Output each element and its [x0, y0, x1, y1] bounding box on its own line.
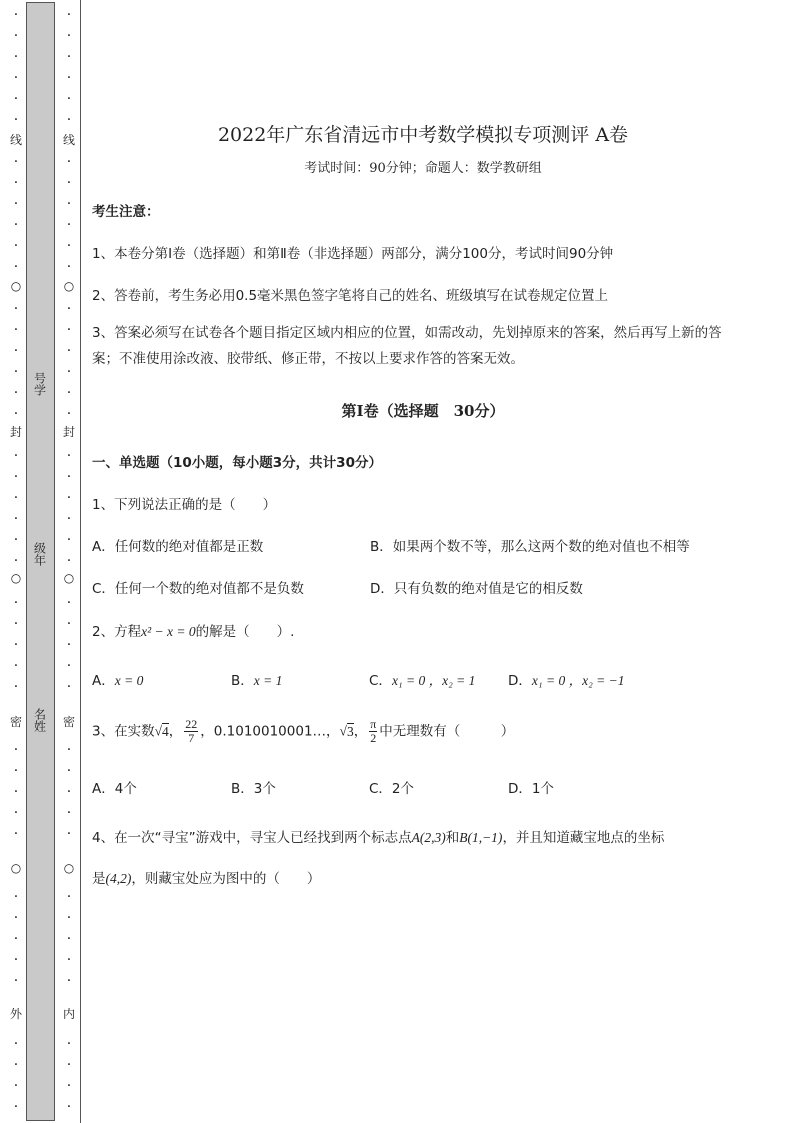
seal-mark: ○	[63, 861, 75, 875]
label-text: 名姓	[32, 708, 47, 732]
seal-dot: ·	[66, 364, 72, 380]
seal-dot: ·	[66, 511, 72, 527]
seal-dot: ·	[66, 973, 72, 989]
seal-dot: ·	[13, 406, 19, 422]
q2-option-c	[369, 669, 475, 689]
seal-dot: ·	[13, 532, 19, 548]
q1-option-b: B．如果两个数不等，那么这两个数的绝对值也不相等	[370, 539, 690, 555]
seal-dot: ·	[13, 679, 19, 695]
seal-dot: ·	[66, 553, 72, 569]
label-student-number	[26, 372, 53, 400]
seal-dot: ·	[66, 7, 72, 23]
point-b: B(1,−1)	[459, 830, 503, 845]
seal-dot: ·	[66, 490, 72, 506]
seal-mark: 内	[63, 1007, 76, 1021]
seal-dot: ·	[66, 679, 72, 695]
fraction-numerator: 22	[185, 717, 198, 731]
label-name	[26, 708, 53, 736]
seal-dot: ·	[13, 805, 19, 821]
seal-dot: ·	[66, 637, 72, 653]
seal-dot: ·	[13, 952, 19, 968]
q2-equation: x² − x = 0	[141, 624, 196, 639]
seal-dot: ·	[66, 616, 72, 632]
seal-dot: ·	[66, 469, 72, 485]
seal-mark: 封	[10, 425, 23, 439]
seal-dot: ·	[66, 952, 72, 968]
seal-dot: ·	[66, 343, 72, 359]
option-letter: B．	[231, 673, 254, 689]
q2-stem-post: 的解是（ ）.	[195, 624, 295, 640]
q4-text: 和	[445, 830, 460, 846]
seal-dot: ·	[13, 217, 19, 233]
seal-dot: ·	[66, 742, 72, 758]
seal-dot: ·	[66, 196, 72, 212]
seal-dot: ·	[13, 658, 19, 674]
seal-mark: 封	[63, 425, 76, 439]
seal-dot: ·	[66, 1057, 72, 1073]
q2-stem	[92, 620, 294, 640]
seal-dot: ·	[13, 112, 19, 128]
exam-subtitle: 考试时间：90分钟；命题人：数学教研组	[304, 161, 542, 176]
seal-dot: ·	[13, 973, 19, 989]
q3-option-c: C．2个	[369, 781, 415, 797]
seal-dot: ·	[13, 490, 19, 506]
point-a: A(2,3)	[411, 830, 446, 845]
seal-dot: ·	[13, 889, 19, 905]
seal-dot: ·	[13, 28, 19, 44]
seal-mark: 密	[63, 715, 76, 729]
q4-text: 是	[92, 871, 106, 887]
seal-dot: ·	[13, 595, 19, 611]
q4-line-2	[92, 867, 320, 887]
notice-item-1: 1、本卷分第I卷（选择题）和第Ⅱ卷（非选择题）两部分，满分100分，考试时间90分钟	[92, 246, 614, 262]
seal-mark: ○	[10, 861, 22, 875]
seal-strip-inner	[63, 0, 75, 1123]
label-text: 号学	[32, 372, 47, 396]
seal-dot: ·	[66, 1036, 72, 1052]
seal-dot: ·	[66, 931, 72, 947]
sqrt-4: √4	[154, 723, 169, 739]
option-letter: C．	[369, 673, 392, 689]
option-math: x₁ = 0 ，x₂ = 1	[391, 673, 476, 688]
seal-dot: ·	[66, 658, 72, 674]
sqrt-3: √3	[339, 723, 354, 739]
seal-dot: ·	[13, 154, 19, 170]
exam-title: 2022年广东省清远市中考数学模拟专项测评 A卷	[217, 124, 629, 146]
seal-strip-outer	[10, 0, 22, 1123]
seal-dot: ·	[13, 301, 19, 317]
seal-dot: ·	[66, 406, 72, 422]
q1-stem: 1、下列说法正确的是（ ）	[92, 497, 277, 513]
seal-dot: ·	[13, 364, 19, 380]
seal-dot: ·	[13, 7, 19, 23]
seal-dot: ·	[13, 448, 19, 464]
sqrt-radicand: 4	[162, 723, 169, 739]
seal-mark: ○	[63, 571, 75, 585]
seal-dot: ·	[13, 910, 19, 926]
seal-dot: ·	[66, 385, 72, 401]
seal-dot: ·	[13, 70, 19, 86]
q2-option-d	[508, 669, 624, 689]
seal-dot: ·	[13, 616, 19, 632]
seal-dot: ·	[13, 1078, 19, 1094]
seal-mark: ○	[10, 571, 22, 585]
q1-option-a: A．任何数的绝对值都是正数	[92, 539, 264, 555]
notice-heading: 考生注意：	[92, 204, 160, 220]
seal-dot: ·	[13, 91, 19, 107]
q3-option-a: A．4个	[92, 781, 137, 797]
seal-dot: ·	[13, 826, 19, 842]
seal-dot: ·	[66, 49, 72, 65]
seal-dot: ·	[66, 175, 72, 191]
fraction-numerator: π	[370, 717, 377, 731]
seal-dot: ·	[66, 1078, 72, 1094]
seal-dot: ·	[66, 784, 72, 800]
seal-mark: 密	[10, 715, 23, 729]
option-letter: D．	[508, 673, 532, 689]
seal-dot: ·	[13, 637, 19, 653]
seal-mark: 外	[10, 1007, 23, 1021]
seal-mark: ○	[10, 279, 22, 293]
label-text: 级年	[32, 542, 47, 566]
seal-dot: ·	[13, 343, 19, 359]
seal-dot: ·	[66, 763, 72, 779]
seal-dot: ·	[13, 175, 19, 191]
treasure-coordinate: (4,2)	[105, 871, 132, 886]
seal-dot: ·	[66, 259, 72, 275]
seal-dot: ·	[13, 511, 19, 527]
seal-dot: ·	[13, 931, 19, 947]
q2-stem-pre: 2、方程	[92, 624, 142, 640]
seal-dot: ·	[66, 154, 72, 170]
seal-dot: ·	[66, 448, 72, 464]
binding-line	[80, 0, 81, 1123]
seal-dot: ·	[13, 1057, 19, 1073]
sqrt-radicand: 3	[346, 723, 354, 739]
q3-option-d: D．1个	[508, 781, 554, 797]
q1-option-d: D．只有负数的绝对值是它的相反数	[370, 581, 583, 597]
seal-dot: ·	[66, 28, 72, 44]
q2-option-b	[231, 669, 282, 689]
option-math: x = 1	[253, 673, 283, 688]
q3-stem-mid: ，0.1010010001…，	[200, 723, 340, 740]
q4-text: ，则藏宝处应为图中的（ ）	[131, 871, 321, 887]
seal-mark: 线	[10, 133, 23, 147]
option-letter: A．	[92, 673, 115, 689]
seal-dot: ·	[66, 1099, 72, 1115]
part1-title: 第I卷（选择题 30分）	[341, 402, 505, 420]
seal-dot: ·	[66, 910, 72, 926]
label-grade	[26, 542, 53, 570]
q4-text: 4、在一次“寻宝”游戏中，寻宝人已经找到两个标志点	[92, 830, 412, 846]
option-math: x = 0	[114, 673, 144, 688]
seal-dot: ·	[13, 49, 19, 65]
seal-dot: ·	[13, 385, 19, 401]
seal-dot: ·	[66, 595, 72, 611]
section-heading: 一、单选题（10小题，每小题3分，共计30分）	[92, 455, 382, 471]
seal-dot: ·	[13, 469, 19, 485]
seal-mark: 线	[63, 133, 76, 147]
seal-dot: ·	[13, 196, 19, 212]
q4-text: ，并且知道藏宝地点的坐标	[502, 830, 665, 846]
fraction-pi-2	[369, 718, 377, 745]
seal-dot: ·	[66, 889, 72, 905]
seal-dot: ·	[13, 1036, 19, 1052]
seal-dot: ·	[13, 784, 19, 800]
notice-item-2: 2、答卷前，考生务必用0.5毫米黑色签字笔将自己的姓名、班级填写在试卷规定位置上	[92, 288, 609, 304]
seal-dot: ·	[13, 553, 19, 569]
q4-line-1	[92, 826, 664, 846]
seal-dot: ·	[66, 217, 72, 233]
q3-stem-post: 中无理数有（ ）	[379, 723, 515, 740]
q3-stem-pre: 3、在实数	[92, 723, 155, 740]
seal-dot: ·	[66, 91, 72, 107]
seal-dot: ·	[13, 259, 19, 275]
seal-dot: ·	[66, 112, 72, 128]
seal-dot: ·	[66, 532, 72, 548]
fraction-22-7	[184, 718, 198, 745]
seal-dot: ·	[66, 322, 72, 338]
seal-dot: ·	[66, 826, 72, 842]
seal-dot: ·	[13, 763, 19, 779]
q1-option-c: C．任何一个数的绝对值都不是负数	[92, 581, 304, 597]
q2-option-a	[92, 669, 143, 689]
seal-dot: ·	[13, 742, 19, 758]
notice-item-3: 3、答案必须写在试卷各个题目指定区域内相应的位置，如需改动，先划掉原来的答案，然后再写上新的答案；不准使用涂改液、胶带纸、修正带，不按以上要求作答的答案无效。	[92, 325, 722, 367]
fraction-denominator: 7	[188, 731, 195, 745]
seal-mark: ○	[63, 279, 75, 293]
seal-dot: ·	[66, 70, 72, 86]
seal-dot: ·	[13, 1099, 19, 1115]
fraction-denominator: 2	[370, 731, 377, 745]
seal-dot: ·	[13, 322, 19, 338]
option-math: x₁ = 0 ，x₂ = −1	[531, 673, 625, 688]
seal-dot: ·	[13, 238, 19, 254]
q3-option-b: B．3个	[231, 781, 276, 797]
seal-dot: ·	[66, 301, 72, 317]
seal-dot: ·	[66, 238, 72, 254]
q3-stem: 3、在实数√4， $\frac{22}{7}$ ，0.1010010001…，√3， $\frac{\pi}{2}$ 中无理数有（ ）	[92, 717, 515, 745]
seal-dot: ·	[66, 805, 72, 821]
